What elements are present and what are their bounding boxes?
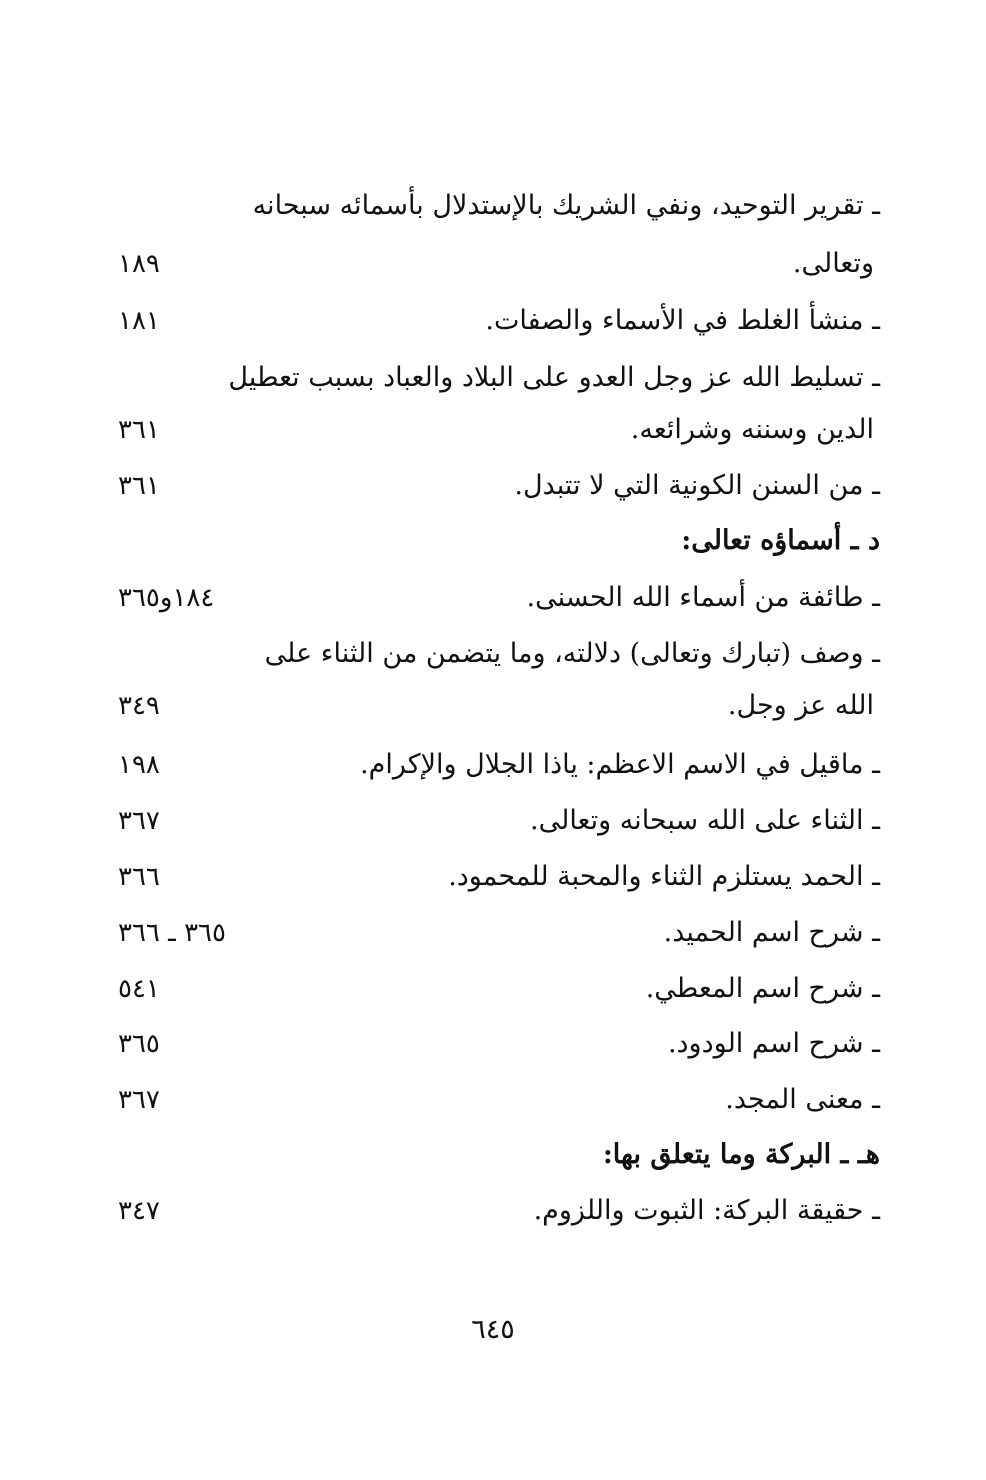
entry-page-ref: ١٨٤و٣٦٥ bbox=[118, 583, 215, 613]
entry-page-ref: ٣٦٥ ـ ٣٦٦ bbox=[118, 918, 226, 948]
index-entry bbox=[0, 410, 986, 450]
entry-text: ـ تسليط الله عز وجل العدو على البلاد والعباد بسبب تعطيل bbox=[228, 362, 880, 393]
entry-text: ـ ماقيل في الاسم الاعظم: ياذا الجلال والإكرام. bbox=[360, 749, 880, 780]
entry-page-ref: ٣٦٧ bbox=[118, 806, 160, 836]
section-heading bbox=[0, 1135, 986, 1175]
entry-text: ـ الحمد يستلزم الثناء والمحبة للمحمود. bbox=[448, 861, 880, 892]
entry-text: الله عز وجل. bbox=[727, 690, 874, 721]
section-heading-text: هـ ـ البركة وما يتعلق بها: bbox=[602, 1139, 880, 1170]
index-entry bbox=[0, 969, 986, 1009]
entry-page-ref: ١٨١ bbox=[118, 306, 160, 336]
entry-text: ـ من السنن الكونية التي لا تتبدل. bbox=[514, 470, 880, 501]
index-entry bbox=[0, 913, 986, 953]
entry-page-ref: ٣٦٧ bbox=[118, 1085, 160, 1115]
entry-page-ref: ٣٦٥ bbox=[118, 1029, 160, 1059]
entry-page-ref: ٥٤١ bbox=[118, 974, 160, 1004]
entry-text: ـ حقيقة البركة: الثبوت واللزوم. bbox=[533, 1195, 880, 1226]
entry-page-ref: ٣٤٩ bbox=[118, 691, 160, 721]
entry-page-ref: ٣٦١ bbox=[118, 471, 160, 501]
index-entry bbox=[0, 1080, 986, 1120]
entry-text: ـ منشأ الغلط في الأسماء والصفات. bbox=[485, 305, 880, 336]
index-entry bbox=[0, 801, 986, 841]
entry-text: ـ وصف (تبارك وتعالى) دلالته، وما يتضمن من الثناء على bbox=[264, 638, 880, 669]
section-heading-text: د ـ أسماؤه تعالى: bbox=[681, 525, 880, 556]
entry-text: ـ الثناء على الله سبحانه وتعالى. bbox=[530, 805, 880, 836]
index-entry bbox=[0, 686, 986, 726]
entry-text: ـ شرح اسم الحميد. bbox=[663, 917, 880, 948]
entry-text: ـ شرح اسم المعطي. bbox=[645, 973, 880, 1004]
section-heading bbox=[0, 521, 986, 561]
entry-text: ـ تقرير التوحيد، ونفي الشريك بالإستدلال بأسمائه سبحانه bbox=[252, 190, 880, 221]
entry-page-ref: ٣٤٧ bbox=[118, 1196, 160, 1226]
index-entry bbox=[0, 358, 986, 398]
entry-page-ref: ١٨٩ bbox=[118, 249, 160, 279]
entry-page-ref: ٣٦٦ bbox=[118, 862, 160, 892]
page-number: ٦٤٥ bbox=[471, 1314, 515, 1345]
index-entry bbox=[0, 745, 986, 785]
index-entry bbox=[0, 186, 986, 226]
entry-text: ـ معنى المجد. bbox=[725, 1084, 880, 1115]
index-entry bbox=[0, 1024, 986, 1064]
entry-text: ـ طائفة من أسماء الله الحسنى. bbox=[526, 582, 880, 613]
index-entry bbox=[0, 466, 986, 506]
index-entry bbox=[0, 634, 986, 674]
index-entry bbox=[0, 578, 986, 618]
index-entry bbox=[0, 857, 986, 897]
entry-text: ـ شرح اسم الودود. bbox=[667, 1028, 880, 1059]
entry-page-ref: ١٩٨ bbox=[118, 750, 160, 780]
index-entry bbox=[0, 301, 986, 341]
entry-text: وتعالى. bbox=[792, 248, 874, 279]
index-entry bbox=[0, 1191, 986, 1231]
entry-page-ref: ٣٦١ bbox=[118, 415, 160, 445]
entry-text: الدين وسننه وشرائعه. bbox=[630, 414, 874, 445]
index-entry bbox=[0, 244, 986, 284]
